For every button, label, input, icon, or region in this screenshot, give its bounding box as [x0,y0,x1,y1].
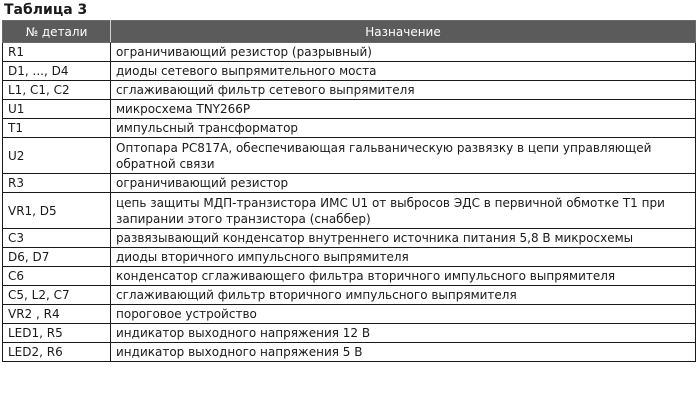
table-row [3,174,696,193]
table-row [3,343,696,362]
table-row [3,267,696,286]
table-row [3,324,696,343]
purpose-cell: индикатор выходного напряжения 12 В [111,324,696,343]
table-row [3,100,696,119]
part-number-cell: D1, ..., D4 [3,62,111,81]
table-row [3,229,696,248]
purpose-cell: импульсный трансформатор [111,119,696,138]
part-number-cell: U2 [3,138,111,174]
purpose-cell: ограничивающий резистор (разрывный) [111,43,696,62]
table-row [3,305,696,324]
purpose-cell: сглаживающий фильтр вторичного импульсного выпрямителя [111,286,696,305]
part-number-cell: C5, L2, C7 [3,286,111,305]
purpose-cell: конденсатор сглаживающего фильтра вторичного импульсного выпрямителя [111,267,696,286]
purpose-cell: цепь защиты МДП-транзистора ИМС U1 от выбросов ЭДС в первичной обмотке T1 при запирании этого транзистора (снаббер) [111,193,696,229]
purpose-cell: диоды сетевого выпрямительного моста [111,62,696,81]
part-number-cell: VR2 , R4 [3,305,111,324]
part-number-cell: C3 [3,229,111,248]
part-number-cell: D6, D7 [3,248,111,267]
part-number-cell: VR1, D5 [3,193,111,229]
table-caption: Таблица 3 [4,2,88,18]
purpose-cell: диоды вторичного импульсного выпрямителя [111,248,696,267]
part-number-cell: U1 [3,100,111,119]
part-number-cell: L1, C1, C2 [3,81,111,100]
parts-table [2,20,696,362]
table-row [3,119,696,138]
part-number-cell: R1 [3,43,111,62]
table-row [3,43,696,62]
part-number-cell: R3 [3,174,111,193]
part-number-cell: T1 [3,119,111,138]
purpose-cell: пороговое устройство [111,305,696,324]
purpose-cell: Оптопара PC817A, обеспечивающая гальваническую развязку в цепи управляющей обратной связи [111,138,696,174]
part-number-cell: LED2, R6 [3,343,111,362]
table-row [3,81,696,100]
part-number-cell: LED1, R5 [3,324,111,343]
table-row [3,193,696,229]
purpose-cell: индикатор выходного напряжения 5 В [111,343,696,362]
table-header-row [3,21,696,43]
purpose-cell: микросхема TNY266P [111,100,696,119]
purpose-cell: сглаживающий фильтр сетевого выпрямителя [111,81,696,100]
part-number-cell: C6 [3,267,111,286]
header-part-number: № детали [3,21,111,43]
table-row [3,138,696,174]
table-row [3,62,696,81]
purpose-cell: ограничивающий резистор [111,174,696,193]
purpose-cell: развязывающий конденсатор внутреннего источника питания 5,8 В микросхемы [111,229,696,248]
table-row [3,248,696,267]
header-purpose: Назначение [111,21,696,43]
table-row [3,286,696,305]
table-body [3,43,696,362]
